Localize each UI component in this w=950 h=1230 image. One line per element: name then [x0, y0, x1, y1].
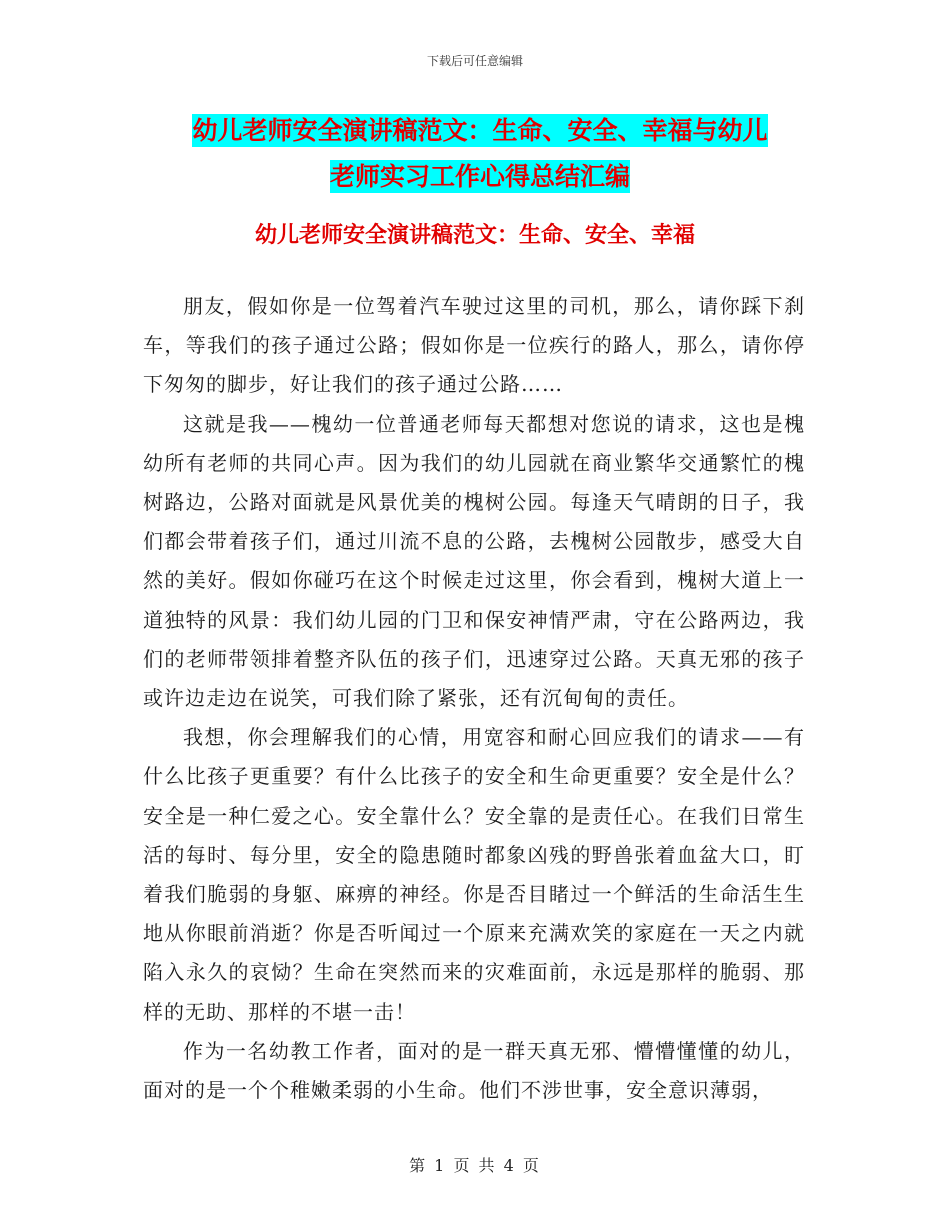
section-title: 幼儿老师安全演讲稿范文：生命、安全、幸福	[254, 223, 695, 248]
title-line-2: 老师实习工作心得总结汇编	[329, 162, 630, 191]
title-line-1: 幼儿老师安全演讲稿范文：生命、安全、幸福与幼儿	[192, 116, 768, 145]
page-footer: 第 1 页 共 4 页	[409, 1156, 541, 1175]
paragraph: 作为一名幼教工作者，面对的是一群天真无邪、懵懵懂懂的幼儿，面对的是一个个稚嫩柔弱的小生命。他们不涉世事，安全意识薄弱，	[143, 1038, 805, 1103]
body-text	[143, 287, 805, 1110]
paragraph: 朋友，假如你是一位驾着汽车驶过这里的司机，那么，请你踩下刹车，等我们的孩子通过公路；假如你是一位疾行的路人，那么，请你停下匆匆的脚步，好让我们的孩子通过公路……	[143, 294, 805, 397]
header-note: 下载后可任意编辑	[426, 54, 523, 68]
document-title	[150, 108, 810, 200]
paragraph: 这就是我——槐幼一位普通老师每天都想对您说的请求，这也是槐幼所有老师的共同心声。因为我们的幼儿园就在商业繁华交通繁忙的槐树路边，公路对面就是风景优美的槐树公园。每逢天气晴朗的日子，我们都会带着孩子们，通过川流不息的公路，去槐树公园散步，感受大自然的美好。假如你碰巧在这个时候走过这里，你会看到，槐树大道上一道独特的风景：我们幼儿园的门卫和保安神情严肃，守在公路两边，我们的老师带领排着整齐队伍的孩子们，迅速穿过公路。天真无邪的孩子或许边走边在说笑，可我们除了紧张，还有沉甸甸的责任。	[143, 411, 805, 711]
paragraph: 我想，你会理解我们的心情，用宽容和耐心回应我们的请求——有什么比孩子更重要？有什么比孩子的安全和生命更重要？安全是什么？安全是一种仁爱之心。安全靠什么？安全靠的是责任心。在我们日常生活的每时、每分里，安全的隐患随时都象凶残的野兽张着血盆大口，盯着我们脆弱的身躯、麻痹的神经。你是否目睹过一个鲜活的生命活生生地从你眼前消逝？你是否听闻过一个原来充满欢笑的家庭在一天之内就陷入永久的哀恸？生命在突然而来的灾难面前，永远是那样的脆弱、那样的无助、那样的不堪一击！	[143, 725, 805, 1024]
